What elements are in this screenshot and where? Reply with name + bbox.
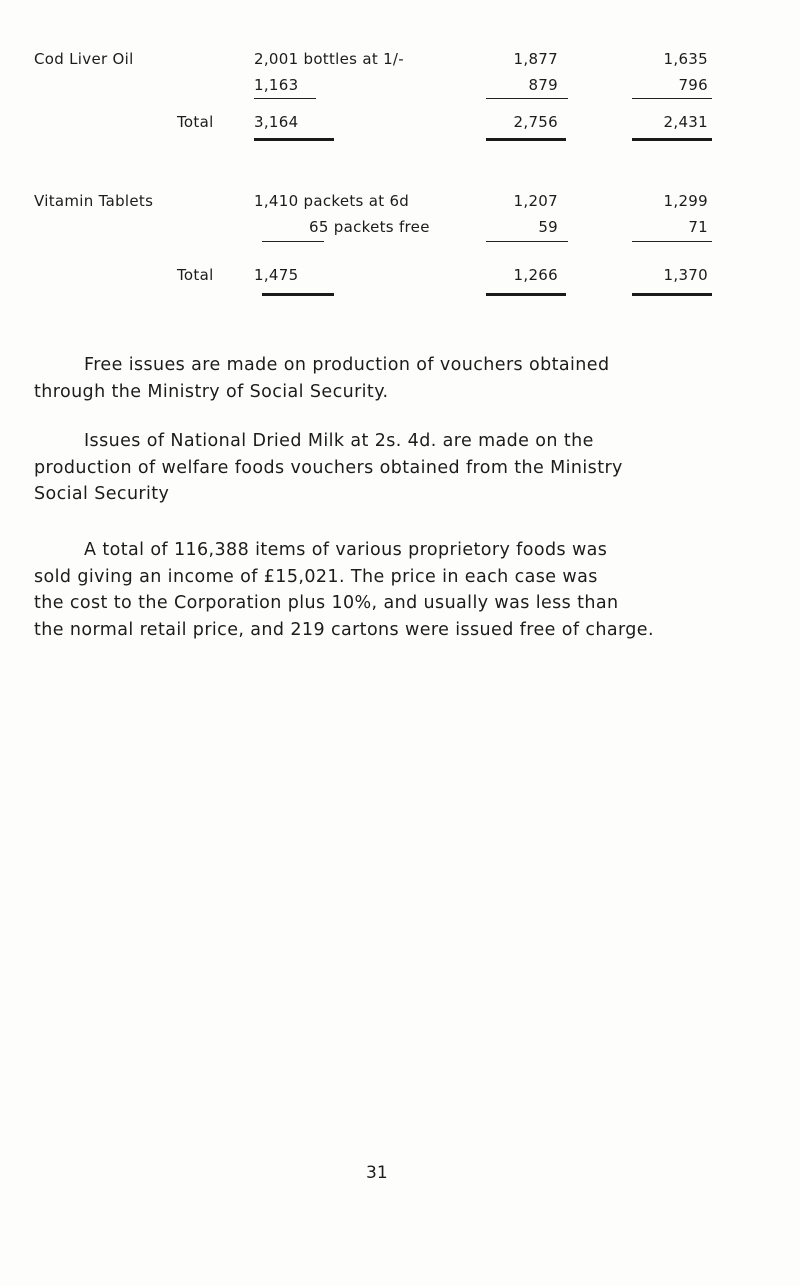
paragraph-line: sold giving an income of £15,021. The price in each case was bbox=[34, 566, 598, 587]
subtotal-rule bbox=[262, 241, 324, 242]
vitamin-tablets-year1-1: 1,207 bbox=[513, 192, 558, 210]
vitamin-tablets-quantity-2: 65 packets free bbox=[309, 218, 430, 236]
cod-liver-oil-quantity-1: 2,001 bottles at 1/- bbox=[254, 50, 405, 68]
paragraph-line: A total of 116,388 items of various proprietory foods was bbox=[84, 540, 608, 560]
cod-liver-oil-total-label: Total bbox=[177, 113, 214, 131]
total-double-rule bbox=[486, 293, 566, 296]
subtotal-rule bbox=[254, 98, 316, 99]
cod-liver-oil-label: Cod Liver Oil bbox=[34, 50, 134, 68]
cod-liver-oil-total-quantity: 3,164 bbox=[254, 113, 299, 131]
subtotal-rule bbox=[486, 241, 568, 242]
subtotal-rule bbox=[486, 98, 568, 99]
paragraph-line: Issues of National Dried Milk at 2s. 4d. are made on the bbox=[84, 431, 594, 451]
vitamin-tablets-year1-2: 59 bbox=[538, 218, 558, 236]
paragraph-line: Social Security bbox=[34, 484, 170, 504]
cod-liver-oil-year2-2: 796 bbox=[678, 76, 708, 94]
subtotal-rule bbox=[632, 98, 712, 99]
total-double-rule bbox=[262, 293, 334, 296]
total-double-rule bbox=[632, 138, 712, 141]
vitamin-tablets-quantity-1: 1,410 packets at 6d bbox=[254, 192, 410, 210]
cod-liver-oil-year1-2: 879 bbox=[528, 76, 558, 94]
subtotal-rule bbox=[632, 241, 712, 242]
cod-liver-oil-quantity-2: 1,163 bbox=[254, 76, 299, 94]
paragraph-line: the cost to the Corporation plus 10%, and usually was less than bbox=[34, 593, 619, 613]
total-double-rule bbox=[254, 138, 334, 141]
cod-liver-oil-year2-1: 1,635 bbox=[663, 50, 708, 68]
vitamin-tablets-total-year1: 1,266 bbox=[513, 266, 558, 284]
paragraph-line: production of welfare foods vouchers obtained from the Ministry bbox=[34, 457, 623, 478]
cod-liver-oil-year1-1: 1,877 bbox=[513, 50, 558, 68]
paragraph-line: the normal retail price, and 219 cartons were issued free of charge. bbox=[34, 619, 654, 640]
cod-liver-oil-total-year2: 2,431 bbox=[663, 113, 708, 131]
page-number: 31 bbox=[366, 1163, 388, 1183]
cod-liver-oil-total-year1: 2,756 bbox=[513, 113, 558, 131]
paragraph-proprietory-foods bbox=[34, 537, 724, 643]
vitamin-tablets-total-year2: 1,370 bbox=[663, 266, 708, 284]
vitamin-tablets-year2-1: 1,299 bbox=[663, 192, 708, 210]
paragraph-line: Free issues are made on production of vouchers obtained bbox=[84, 355, 610, 375]
vitamin-tablets-total-quantity: 1,475 bbox=[254, 266, 299, 284]
total-double-rule bbox=[486, 138, 566, 141]
paragraph-dried-milk bbox=[34, 428, 724, 508]
paragraph-free-issues bbox=[34, 352, 724, 405]
paragraph-line: through the Ministry of Social Security. bbox=[34, 381, 389, 402]
total-double-rule bbox=[632, 293, 712, 296]
vitamin-tablets-label: Vitamin Tablets bbox=[34, 192, 154, 210]
vitamin-tablets-year2-2: 71 bbox=[688, 218, 708, 236]
vitamin-tablets-total-label: Total bbox=[177, 266, 214, 284]
